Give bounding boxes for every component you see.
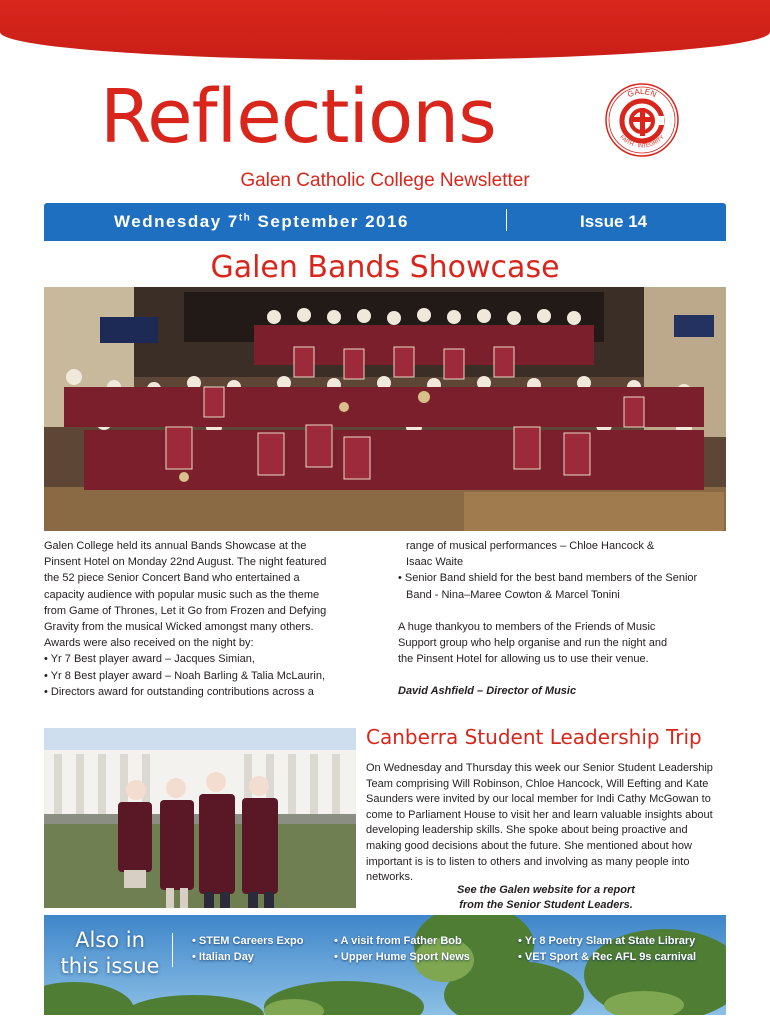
award-item: range of musical performances – Chloe Hancock & <box>406 540 655 552</box>
issue-item-italian-day[interactable]: • Italian Day <box>192 951 254 963</box>
issue-item-stem-careers-expo[interactable]: • STEM Careers Expo <box>192 935 304 947</box>
feature-signoff: David Ashfield – Director of Music <box>398 685 577 698</box>
feature-text-left <box>44 538 364 700</box>
date-bar-divider <box>506 209 507 231</box>
issue-date: Wednesday 7th September 2016 <box>114 212 409 231</box>
galen-crest-logo <box>602 80 682 160</box>
issue-item-vet-sport-afl[interactable]: • VET Sport & Rec AFL 9s carnival <box>518 951 697 963</box>
feature-line: Awards were also received on the night by: <box>44 637 254 650</box>
feature-text-right <box>398 538 728 700</box>
feature-line: Galen College held its annual Bands Showcase at the <box>44 540 307 552</box>
canberra-website-note: See the Galen website for a report from the Senior Student Leaders. <box>457 884 635 911</box>
award-item: Isaac Waite <box>406 556 464 569</box>
feature-line: capacity audience with popular music such as the theme <box>44 588 320 601</box>
issue-item-upper-hume-sport[interactable]: • Upper Hume Sport News <box>334 951 470 963</box>
parliament-house-photo <box>44 728 356 908</box>
canberra-section-title: Canberra Student Leadership Trip <box>366 725 702 749</box>
thanks-line: A huge thankyou to members of the Friends of Music <box>398 620 656 633</box>
also-in-this-issue-heading: Also in this issue <box>60 928 160 978</box>
feature-line: the 52 piece Senior Concert Band who entertained a <box>44 572 300 585</box>
date-issue-bar <box>44 203 726 241</box>
issue-item-poetry-slam[interactable]: • Yr 8 Poetry Slam at State Library <box>518 935 696 947</box>
also-in-this-issue-banner <box>44 915 726 1015</box>
bands-showcase-photo <box>44 287 726 531</box>
award-item: Band - Nina–Maree Cowton & Marcel Tonini <box>406 588 620 601</box>
feature-line: from Game of Thrones, Let it Go from Frozen and Defying <box>44 604 327 617</box>
footer-divider <box>172 933 173 967</box>
thanks-line: the Pinsent Hotel for allowing us to use their venue. <box>398 653 649 666</box>
logo-motto-text: FAITH · INTEGRITY <box>618 134 666 150</box>
masthead-title: Reflections <box>100 74 496 160</box>
award-item: • Senior Band shield for the best band members of the Senior <box>398 572 698 585</box>
award-item: • Yr 7 Best player award – Jacques Simian, <box>44 653 255 666</box>
award-item: • Directors award for outstanding contributions across a <box>44 685 314 698</box>
canberra-body: On Wednesday and Thursday this week our Senior Student Leadership Team comprising Will Robinson, Chloe Hancock, Will Eefting and Kate Saunders were invited by our local member for Indi Cathy McGowan to come to Parliament House to visit her and learn valuable insights about developing leadership skills. She spoke about being proactive and making good decisions about the future. She mentioned about how important is is to listen to others and involving as many people into networks. <box>366 762 713 884</box>
feature-headline: Galen Bands Showcase <box>210 250 560 285</box>
thanks-line: Support group who help organise and run the night and <box>398 637 668 650</box>
issue-number: Issue 14 <box>580 212 648 231</box>
newsletter-subtitle: Galen Catholic College Newsletter <box>240 170 530 191</box>
feature-line: Pinsent Hotel on Monday 22nd August. The night featured <box>44 556 327 569</box>
issue-item-father-bob-visit[interactable]: • A visit from Father Bob <box>334 935 462 947</box>
logo-name-text: GALEN <box>626 86 658 100</box>
feature-line: Gravity from the musical Wicked amongst many others. <box>44 621 314 634</box>
top-red-band <box>0 0 770 60</box>
award-item: • Yr 8 Best player award – Noah Barling & Talia McLaurin, <box>44 669 326 682</box>
